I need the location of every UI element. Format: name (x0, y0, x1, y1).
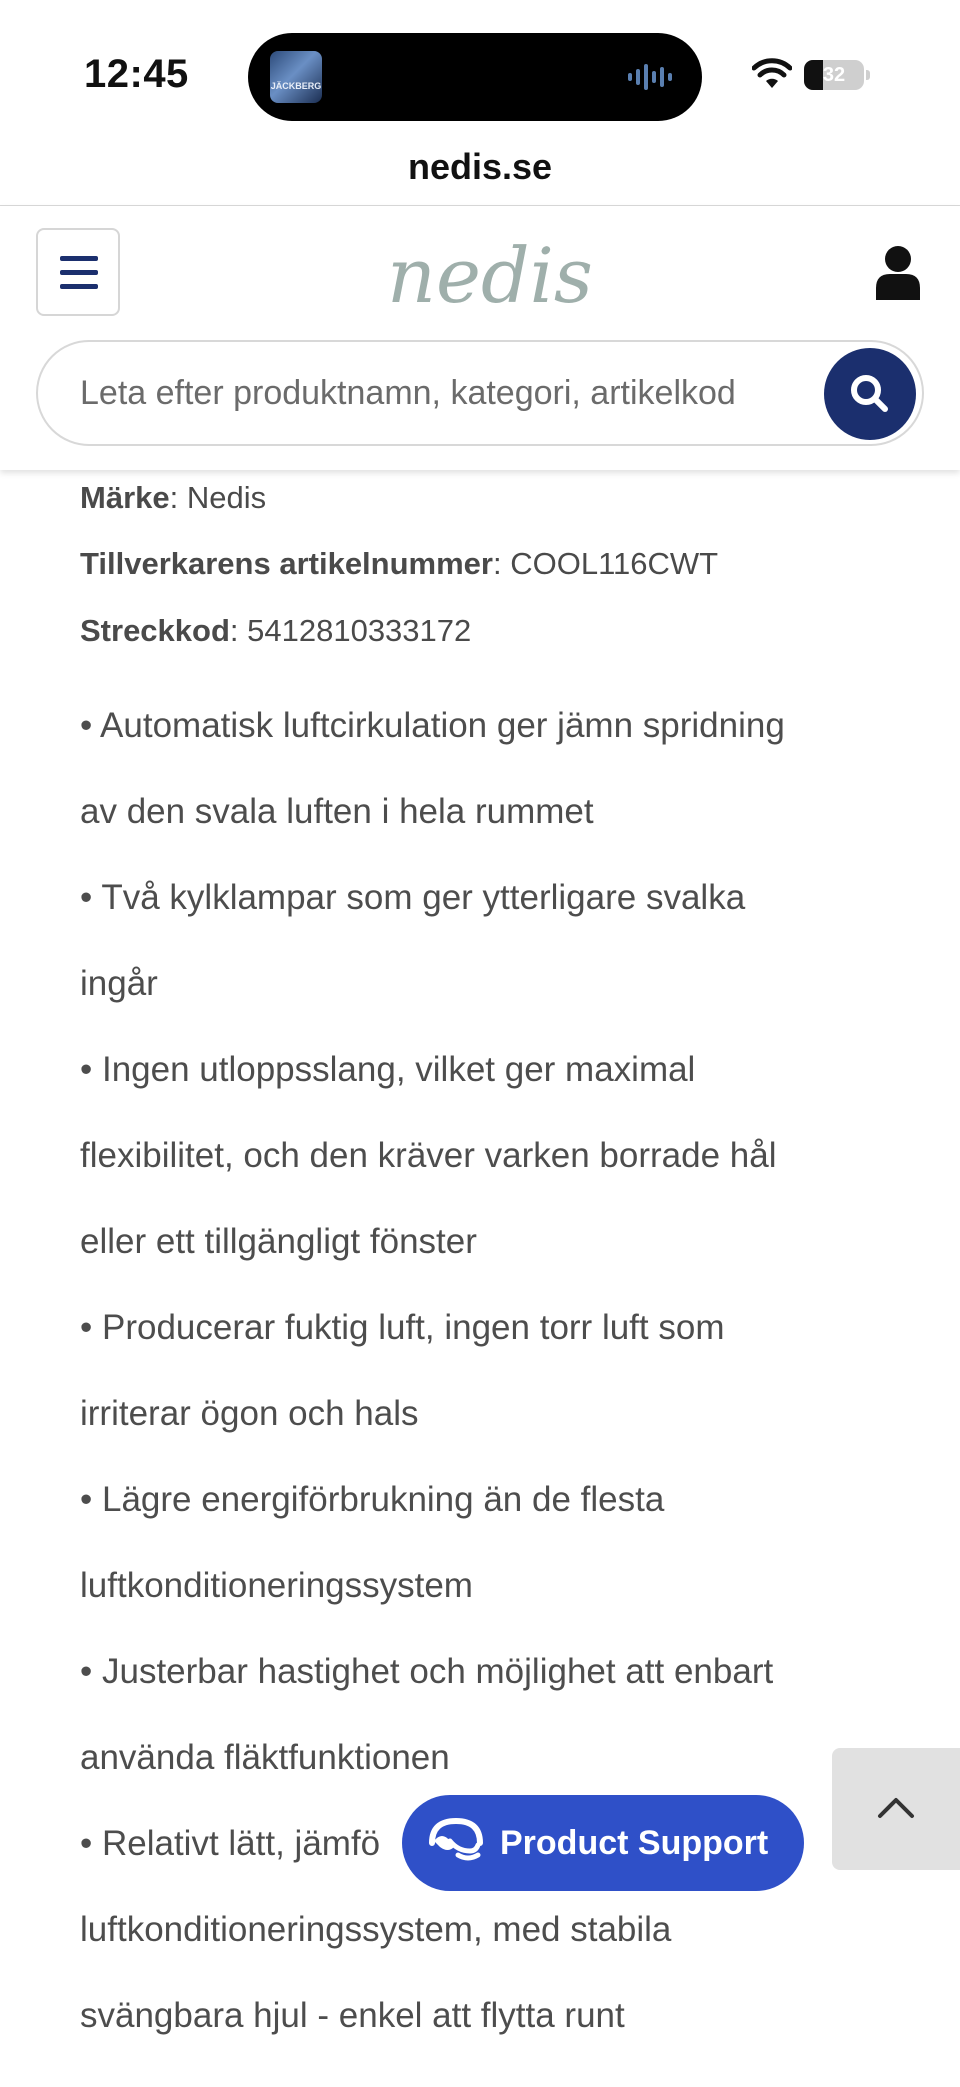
menu-button[interactable] (36, 228, 120, 316)
description-line: • Två kylklampar som ger ytterligare svalka (80, 878, 746, 917)
description-line: • Ingen utloppsslang, vilket ger maximal (80, 1050, 696, 1089)
search-input[interactable] (80, 342, 840, 444)
battery-level: 32 (822, 64, 846, 86)
back-to-top-button[interactable] (832, 1748, 960, 1870)
description-line: irriterar ögon och hals (80, 1394, 419, 1433)
meta-value: : 5412810333172 (229, 613, 472, 648)
browser-url[interactable]: nedis.se (407, 146, 553, 187)
site-header (0, 206, 960, 470)
product-support-button[interactable] (402, 1795, 804, 1891)
description-line: luftkonditioneringssystem (80, 1566, 473, 1605)
status-bar (0, 0, 960, 187)
headset-icon (428, 1817, 484, 1869)
nedis-logo[interactable] (340, 236, 640, 326)
description-line: flexibilitet, och den kräver varken borrade hål (80, 1136, 777, 1175)
logo-text: nedis (387, 236, 593, 320)
brand-row (80, 480, 266, 516)
product-support-label: Product Support (500, 1824, 769, 1862)
description-line: ingår (80, 964, 158, 1003)
meta-label: Märke (80, 480, 170, 515)
meta-label: Tillverkarens artikelnummer (80, 546, 493, 581)
wifi-icon (752, 58, 792, 90)
search-bar (36, 340, 924, 446)
user-icon[interactable] (874, 244, 922, 300)
now-playing-art-text: JÄCKBERG (270, 81, 322, 91)
description-line: eller ett tillgängligt fönster (80, 1222, 477, 1261)
meta-value: : COOL116CWT (492, 546, 719, 581)
description-line: • Producerar fuktig luft, ingen torr luft som (80, 1308, 725, 1347)
search-icon (824, 348, 916, 440)
meta-value: : Nedis (169, 480, 267, 515)
status-time: 12:45 (84, 52, 189, 96)
search-button[interactable] (824, 348, 916, 440)
battery-icon (804, 60, 870, 90)
chevron-up-icon (832, 1748, 960, 1870)
article-number-row (80, 546, 718, 582)
audio-waveform-icon (628, 63, 678, 91)
description-line: luftkonditioneringssystem, med stabila (80, 1910, 672, 1949)
barcode-row (80, 613, 471, 649)
description-line: svängbara hjul - enkel att flytta runt (80, 1996, 625, 2035)
description-line: • Relativt lätt, jämfö (80, 1824, 381, 1863)
description-line: använda fläktfunktionen (80, 1738, 450, 1777)
description-line: • Lägre energiförbrukning än de flesta (80, 1480, 665, 1519)
description-line: • Justerbar hastighet och möjlighet att enbart (80, 1652, 774, 1691)
dynamic-island[interactable] (248, 33, 702, 121)
now-playing-artwork (270, 51, 322, 103)
description-line: av den svala luften i hela rummet (80, 792, 594, 831)
meta-label: Streckkod (80, 613, 230, 648)
description-line: • Automatisk luftcirkulation ger jämn spridning (80, 706, 785, 745)
